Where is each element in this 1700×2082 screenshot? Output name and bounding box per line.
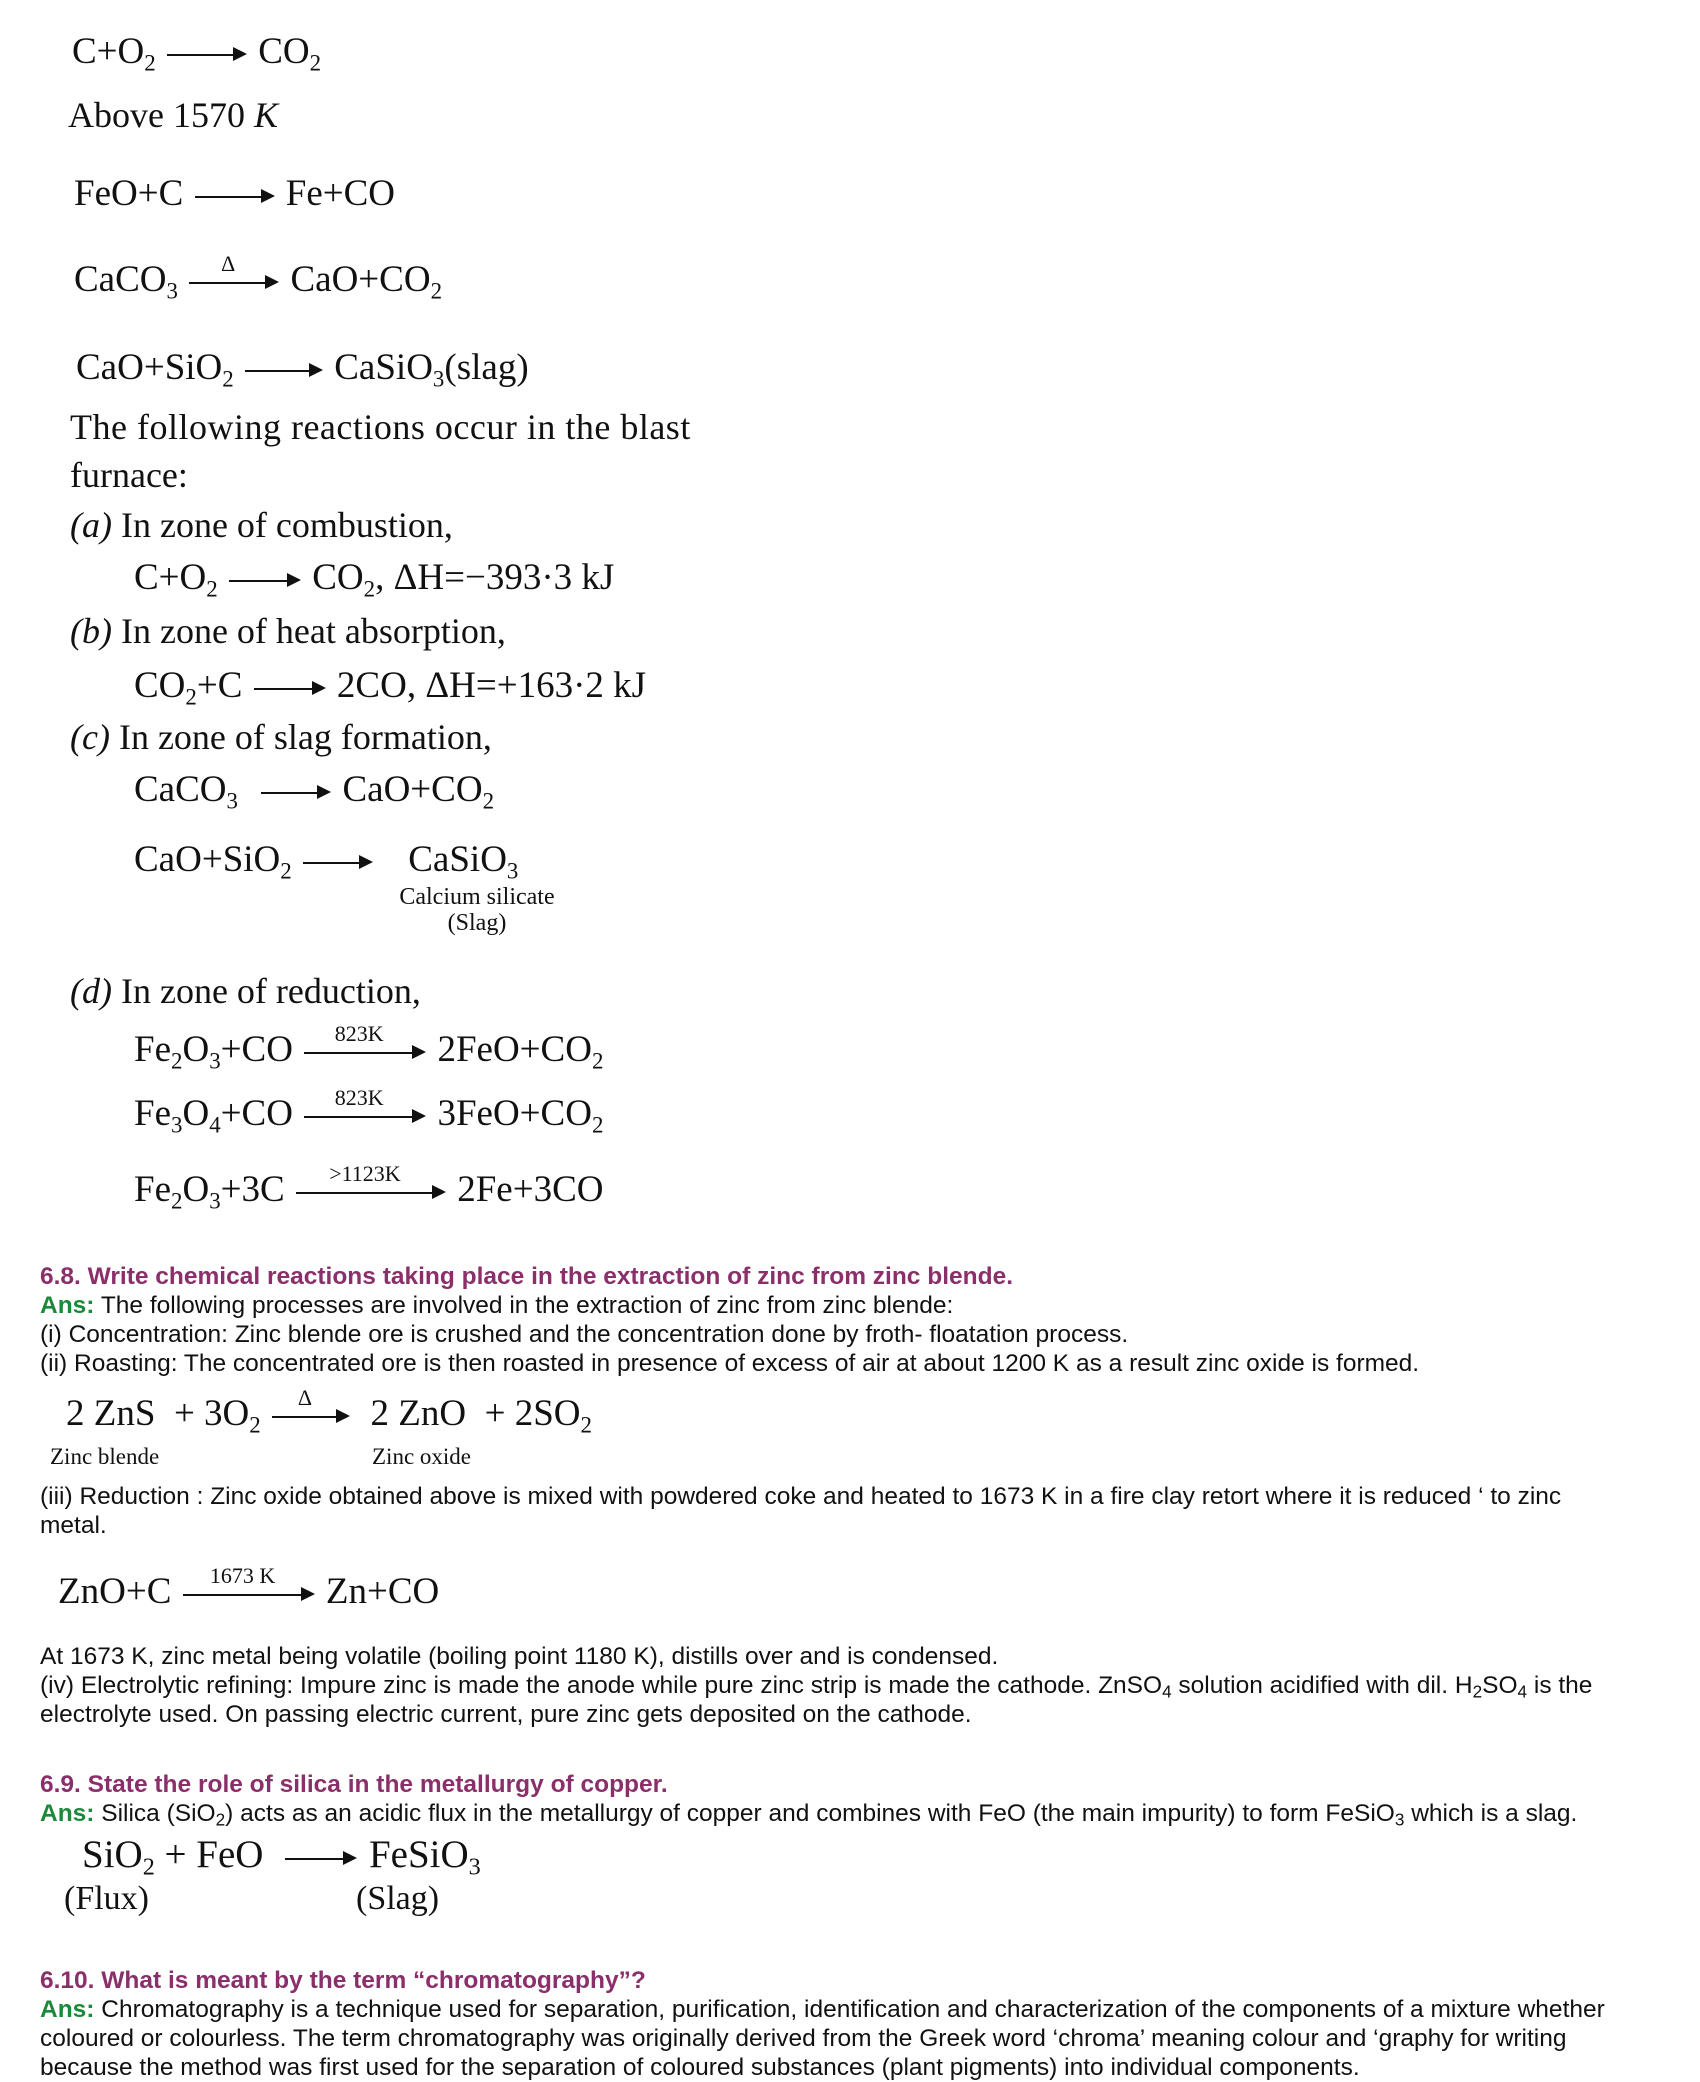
equation-feo-reduction: FeO+C Fe+CO <box>74 173 396 214</box>
reaction-arrow: Δ <box>189 282 279 283</box>
answer-line-2: coloured or colourless. The term chromatography was originally derived from the Greek word ‘chroma’ meaning colour and ‘graphy for writing <box>40 2025 1567 2052</box>
zone-slag-formation: (c) In zone of slag formation, <box>70 717 492 757</box>
step-reduction-cont: metal. <box>40 1512 107 1539</box>
reaction-arrow: 823K <box>304 1052 426 1053</box>
question-heading: 6.10. What is meant by the term “chromatography”? <box>40 1967 646 1994</box>
label-zinc-oxide: Zinc oxide <box>372 1444 471 1469</box>
answer-line-1: Ans: Chromatography is a technique used for separation, purification, identification and characterization of the components of a mixture whether <box>40 1996 1605 2023</box>
answer-label: Ans: <box>40 1292 95 1319</box>
label-slag: (Slag) <box>356 1880 440 1917</box>
answer-label: Ans: <box>40 1996 95 2023</box>
step-electrolytic-refining: (iv) Electrolytic refining: Impure zinc is made the anode while pure zinc strip is made the cathode. ZnSO4 solution acidified with dil. H2SO4 is the <box>40 1672 1593 1702</box>
reaction-arrow: Δ <box>272 1416 350 1417</box>
equation-carbon-combustion: $C+O_2$ $CO_2$ <box>72 31 322 76</box>
step-electrolytic-refining-cont: electrolyte used. On passing electric current, pure zinc gets deposited on the cathode. <box>40 1701 972 1728</box>
blast-furnace-intro: The following reactions occur in the blast <box>70 407 691 447</box>
reaction-arrow: >1123K <box>296 1192 446 1193</box>
answer-line-3: because the method was first used for the separation of coloured substances (plant pigments) into individual components. <box>40 2054 1360 2081</box>
step-concentration: (i) Concentration: Zinc blende ore is crushed and the concentration done by froth- floatation process. <box>40 1321 1129 1348</box>
blast-furnace-intro-cont: furnace: <box>70 455 188 495</box>
reaction-arrow <box>167 54 247 55</box>
question-heading: 6.8. Write chemical reactions taking place in the extraction of zinc from zinc blende. <box>40 1263 1014 1290</box>
distillation-note: At 1673 K, zinc metal being volatile (boiling point 1180 K), distills over and is condensed. <box>40 1643 999 1670</box>
equation-zno-reduction: ZnO+C 1673 K Zn+CO <box>58 1563 440 1612</box>
reaction-arrow: 1673 K <box>183 1594 315 1595</box>
reaction-arrow <box>245 370 323 371</box>
reaction-arrow <box>303 862 373 863</box>
equation-zone-heat-absorption: $CO_2+C$ 2CO, ΔH=+163·2 kJ <box>134 665 647 710</box>
answer-intro: Ans: The following processes are involved in the extraction of zinc from zinc blende: <box>40 1292 954 1319</box>
equation-zone-reduction-1: $Fe_2O_3+CO$ 823K $2FeO+CO_2$ <box>134 1021 604 1074</box>
answer-label: Ans: <box>40 1800 95 1827</box>
equation-zone-reduction-3: $Fe_2O_3+3C$ >1123K 2Fe+3CO <box>134 1161 604 1214</box>
reaction-arrow <box>261 792 331 793</box>
reaction-arrow <box>285 1858 357 1859</box>
reaction-arrow: 823K <box>304 1116 426 1117</box>
label-flux: (Flux) <box>64 1880 149 1917</box>
equation-zone-combustion: $C+O_2$ $CO_2$, ΔH=−393·3 kJ <box>134 557 615 602</box>
reaction-arrow <box>229 580 301 581</box>
label-zinc-blende: Zinc blende <box>50 1444 160 1469</box>
zone-heat-absorption: (b) In zone of heat absorption, <box>70 611 506 651</box>
equation-zone-reduction-2: $Fe_3O_4+CO$ 823K $3FeO+CO_2$ <box>134 1085 604 1138</box>
reaction-arrow <box>254 688 326 689</box>
step-reduction: (iii) Reduction : Zinc oxide obtained above is mixed with powdered coke and heated to 1673 K in a fire clay retort where it is reduced ‘ to zinc <box>40 1483 1562 1510</box>
zone-reduction: (d) In zone of reduction, <box>70 971 421 1011</box>
answer-text: Ans: Silica (SiO2) acts as an acidic flux in the metallurgy of copper and combines with FeO (the main impurity) to form FeSiO3 which is a slag. <box>40 1800 1578 1830</box>
step-roasting: (ii) Roasting: The concentrated ore is then roasted in presence of excess of air at about 1200 K as a result zinc oxide is formed. <box>40 1350 1420 1377</box>
temperature-note: Above 1570 K <box>68 95 278 135</box>
equation-caco3-decomposition: CaCO$_3$ Δ $CaO+CO_2$ <box>74 251 443 304</box>
equation-zone-slag-2: CaO+SiO$_2$ CaSiO$_3$ <box>134 839 519 884</box>
reaction-arrow <box>195 196 275 197</box>
equation-silica-flux: SiO$_2$ + FeO FeSiO$_3$ <box>82 1833 481 1881</box>
equation-slag: CaO+SiO$_2$ CaSiO$_3$(slag) <box>76 347 529 392</box>
zone-combustion: (a) In zone of combustion, <box>70 505 453 545</box>
equation-zone-slag-1: CaCO$_3$ $CaO+CO_2$ <box>134 769 495 814</box>
equation-zns-roasting: 2 ZnS + $3O_2$ Δ 2 ZnO + $2SO_2$ <box>66 1385 592 1438</box>
question-heading: 6.9. State the role of silica in the metallurgy of copper. <box>40 1771 668 1798</box>
slag-label: Calcium silicate (Slag) <box>399 884 555 936</box>
